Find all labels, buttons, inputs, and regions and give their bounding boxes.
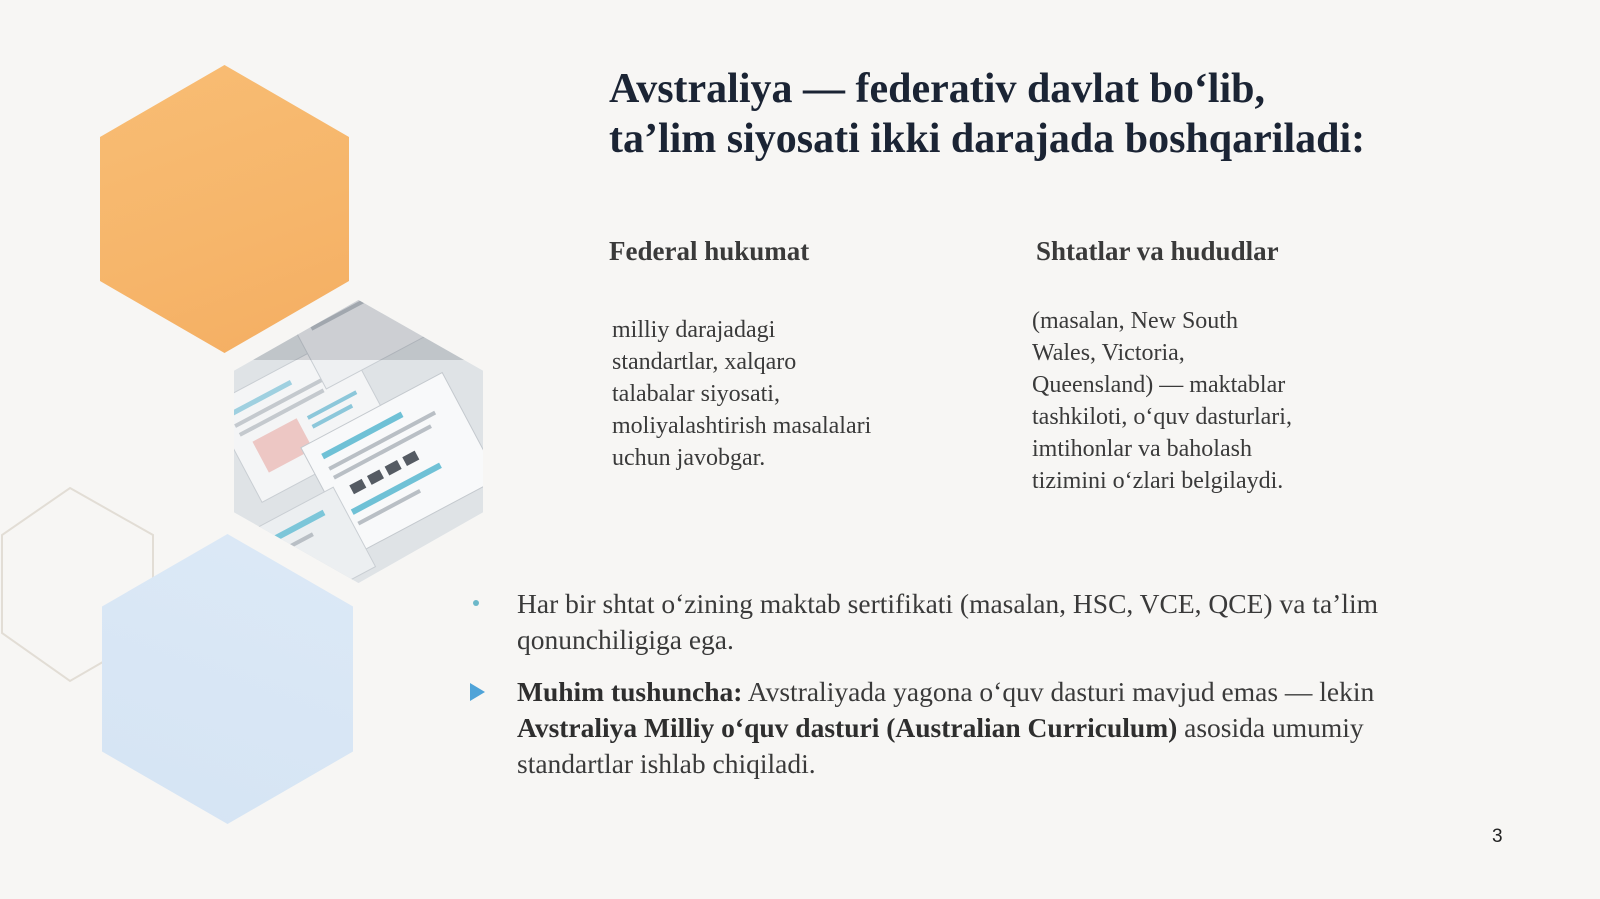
federal-government-heading: Federal hukumat (609, 236, 810, 266)
bullet-item-key-concept (470, 674, 1480, 782)
description-line: tashkiloti, o‘quv dasturlari, (1032, 404, 1292, 430)
bullet-text: asosida umumiy standartlar ishlab chiqiladi. (517, 712, 1364, 779)
orange-hexagon-decoration (100, 65, 349, 353)
slide-title-line-2: ta’lim siyosati ikki darajada boshqariladi: (609, 116, 1366, 162)
description-line: milliy darajadagi (612, 317, 776, 343)
bullet-triangle-icon (470, 683, 485, 701)
description-line: moliyalashtirish masalalari (612, 413, 872, 439)
slide-title-line-1: Avstraliya — federativ davlat bo‘lib, (609, 66, 1266, 112)
bullet-bold-lead: Muhim tushuncha: (517, 676, 743, 707)
description-line: imtihonlar va baholash (1032, 436, 1252, 462)
description-line: (masalan, New South (1032, 308, 1238, 334)
description-line: uchun javobgar. (612, 445, 766, 471)
bullet-text: Har bir shtat o‘zining maktab sertifikati (masalan, HSC, VCE, QCE) va ta’lim qonunchiligiga ega. (517, 588, 1378, 655)
bullet-list (470, 586, 1480, 798)
bullet-text: Avstraliyada yagona o‘quv dasturi mavjud emas — lekin (742, 676, 1375, 707)
slide-title (609, 64, 1549, 164)
bullet-bold-curriculum: Avstraliya Milliy o‘quv dasturi (Australian Curriculum) (517, 712, 1178, 743)
bullet-item-certificates (470, 586, 1480, 658)
states-territories-description (1032, 305, 1292, 497)
description-line: talabalar siyosati, (612, 381, 780, 407)
states-territories-heading: Shtatlar va hududlar (1036, 236, 1279, 266)
description-line: Wales, Victoria, (1032, 340, 1185, 366)
description-line: tizimini o‘zlari belgilaydi. (1032, 468, 1284, 494)
documents-photo-image (234, 300, 483, 583)
federal-government-description (612, 314, 871, 474)
bullet-dot-icon (473, 600, 479, 606)
page-number: 3 (1492, 826, 1503, 847)
description-line: standartlar, xalqaro (612, 349, 797, 375)
description-line: Queensland) — maktablar (1032, 372, 1286, 398)
